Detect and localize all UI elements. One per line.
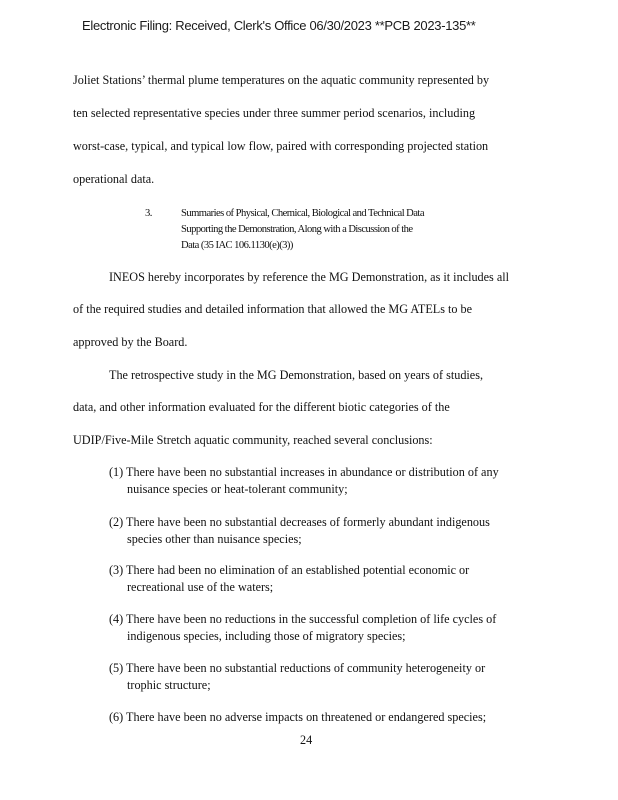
filing-header: Electronic Filing: Received, Clerk's Office 06/30/2023 **PCB 2023-135** [82,18,476,33]
body-text-line: Joliet Stations’ thermal plume temperatures on the aquatic community represented by [73,73,490,87]
body-text-line: data, and other information evaluated for the different biotic categories of the [73,400,450,414]
conclusion-item [109,464,499,498]
conclusion-label: (5) [109,661,124,675]
conclusion-text: There have been no adverse impacts on threatened or endangered species; [126,710,487,724]
body-text-line: INEOS hereby incorporates by reference the MG Demonstration, as it includes all [109,270,510,284]
page-number: 24 [300,733,313,747]
conclusion-label: (6) [109,710,124,724]
section-number: 3. [145,208,152,219]
conclusion-text-continued: trophic structure; [127,678,211,692]
section-title-line: Summaries of Physical, Chemical, Biological and Technical Data [181,208,424,219]
conclusion-label: (2) [109,515,124,529]
conclusion-text: There have been no reductions in the successful completion of life cycles of [126,612,497,626]
body-text-line: of the required studies and detailed information that allowed the MG ATELs to be [73,302,473,316]
conclusion-text: There have been no substantial decreases of formerly abundant indigenous [126,515,490,529]
section-title-line: Supporting the Demonstration, Along with a Discussion of the [181,224,413,235]
conclusion-text: There have been no substantial increases in abundance or distribution of any [126,465,499,479]
conclusion-text-continued: nuisance species or heat-tolerant community; [127,482,348,496]
body-text-line: The retrospective study in the MG Demonstration, based on years of studies, [109,368,484,382]
section-title-line: Data (35 IAC 106.1130(e)(3)) [181,240,293,251]
body-text-line: ten selected representative species under three summer period scenarios, including [73,106,476,120]
section-title [181,206,441,254]
conclusion-text: There have been no substantial reductions of community heterogeneity or [126,661,486,675]
conclusion-text-continued: recreational use of the waters; [127,580,274,594]
conclusion-item [109,611,496,645]
conclusion-item [109,709,486,726]
conclusion-label: (3) [109,563,124,577]
body-text-line: approved by the Board. [73,335,188,349]
conclusion-label: (1) [109,465,124,479]
body-text-line: UDIP/Five-Mile Stretch aquatic community, reached several conclusions: [73,433,433,447]
conclusion-label: (4) [109,612,124,626]
conclusion-item [109,514,490,548]
conclusion-item [109,660,485,694]
conclusion-item [109,562,469,596]
conclusion-text-continued: species other than nuisance species; [127,532,302,546]
body-text-line: worst-case, typical, and typical low flow, paired with corresponding projected station [73,139,489,153]
body-text-line: operational data. [73,172,155,186]
conclusion-text: There had been no elimination of an established potential economic or [126,563,470,577]
conclusion-text-continued: indigenous species, including those of migratory species; [127,629,406,643]
